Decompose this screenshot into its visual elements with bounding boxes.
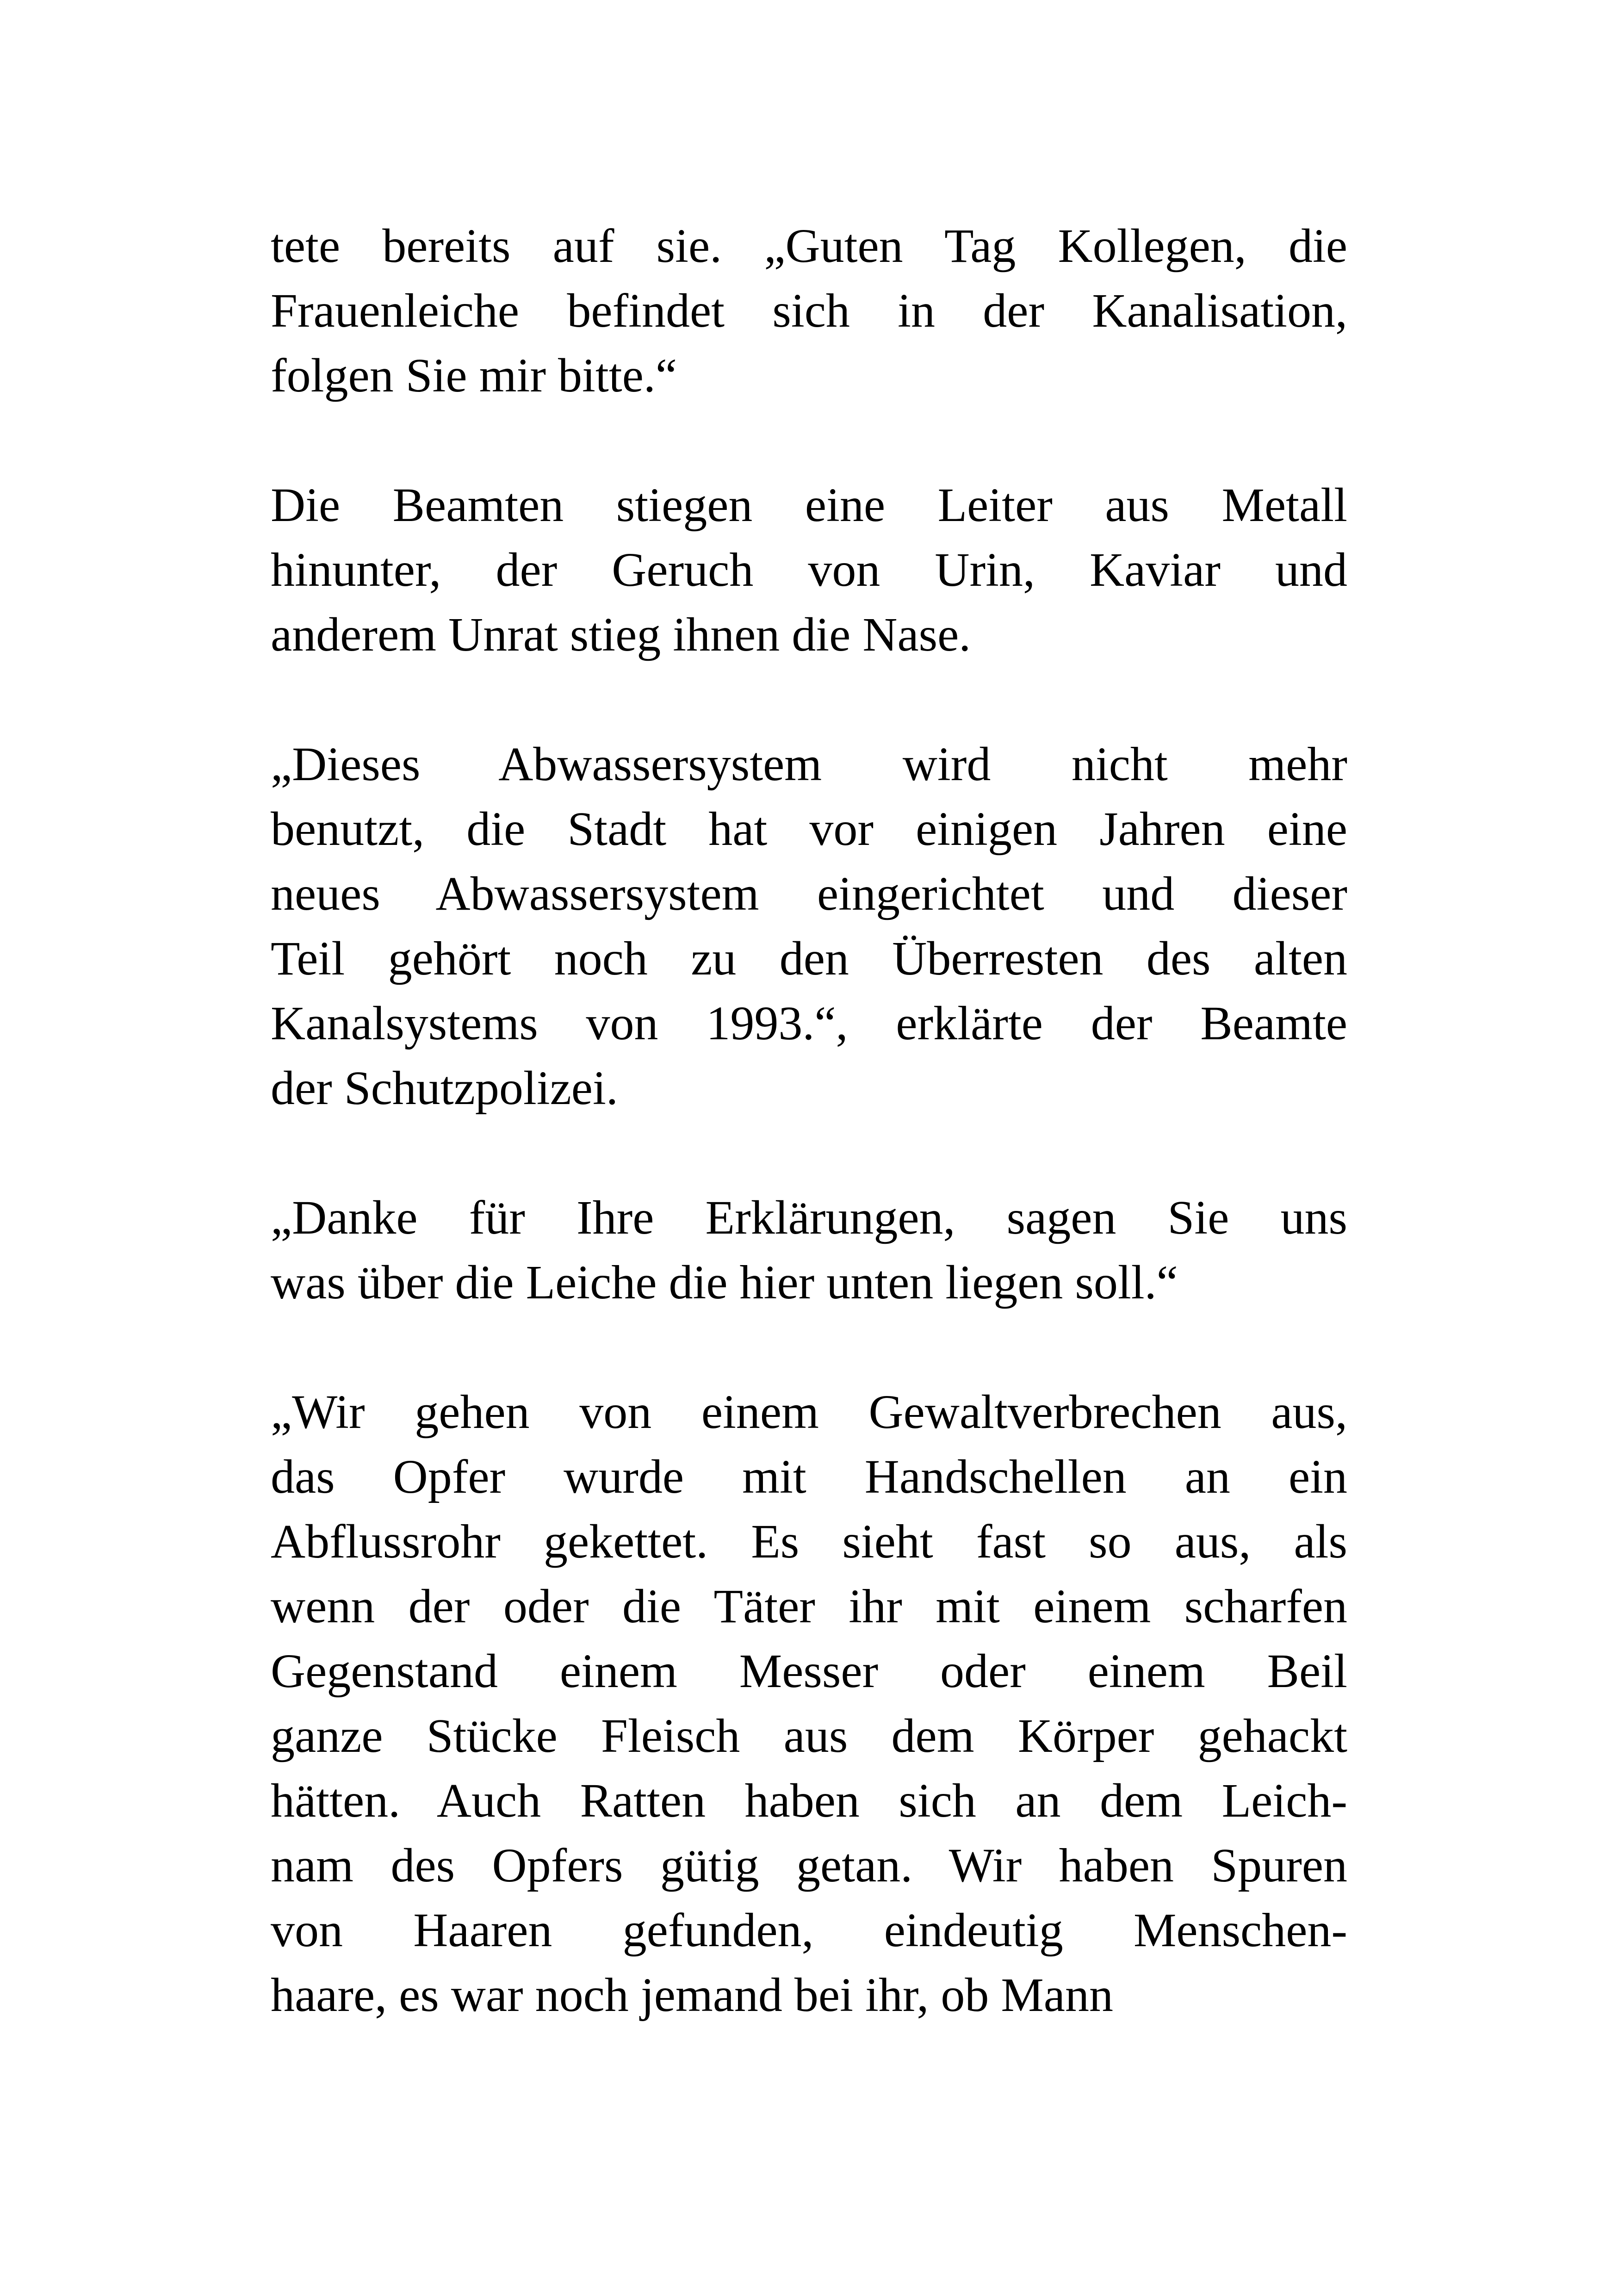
text-line: Kanalsystems von 1993.“, erklärte der Beamte — [271, 997, 1347, 1050]
text-line: „Dieses Abwassersystem wird nicht mehr — [271, 738, 1347, 791]
text-line: Abflussrohr gekettet. Es sieht fast so aus, als — [271, 1515, 1347, 1568]
text-line: hätten. Auch Ratten haben sich an dem Leich- — [271, 1774, 1347, 1827]
text-line: benutzt, die Stadt hat vor einigen Jahren eine — [271, 802, 1347, 856]
text-line: neues Abwassersystem eingerichtet und dieser — [271, 867, 1347, 920]
text-block — [271, 214, 1347, 2092]
text-line: was über die Leiche die hier unten liegen soll.“ — [271, 1256, 1178, 1309]
text-line: nam des Opfers gütig getan. Wir haben Spuren — [271, 1839, 1347, 1892]
text-line: von Haaren gefunden, eindeutig Menschen- — [271, 1904, 1347, 1957]
text-line: folgen Sie mir bitte.“ — [271, 349, 677, 402]
text-line: tete bereits auf sie. „Guten Tag Kollegen, die — [271, 219, 1347, 273]
paragraph — [271, 1380, 1347, 2028]
text-line: „Danke für Ihre Erklärungen, sagen Sie uns — [271, 1191, 1347, 1244]
text-line: ganze Stücke Fleisch aus dem Körper gehackt — [271, 1709, 1347, 1762]
paragraph — [271, 214, 1347, 408]
paragraph — [271, 1185, 1347, 1315]
text-line: hinunter, der Geruch von Urin, Kaviar und — [271, 543, 1347, 596]
paragraph — [271, 732, 1347, 1121]
text-line: haare, es war noch jemand bei ihr, ob Mann — [271, 1968, 1113, 2022]
text-line: „Wir gehen von einem Gewaltverbrechen aus, — [271, 1385, 1347, 1439]
text-line: der Schutzpolizei. — [271, 1061, 618, 1115]
text-line: anderem Unrat stieg ihnen die Nase. — [271, 608, 971, 661]
text-line: Die Beamten stiegen eine Leiter aus Metall — [271, 478, 1347, 532]
paragraph — [271, 473, 1347, 667]
text-line: wenn der oder die Täter ihr mit einem scharfen — [271, 1580, 1347, 1633]
text-line: Gegenstand einem Messer oder einem Beil — [271, 1644, 1347, 1698]
text-line: Teil gehört noch zu den Überresten des alten — [271, 932, 1347, 985]
text-line: Frauenleiche befindet sich in der Kanalisation, — [271, 284, 1347, 337]
text-line: das Opfer wurde mit Handschellen an ein — [271, 1450, 1347, 1503]
